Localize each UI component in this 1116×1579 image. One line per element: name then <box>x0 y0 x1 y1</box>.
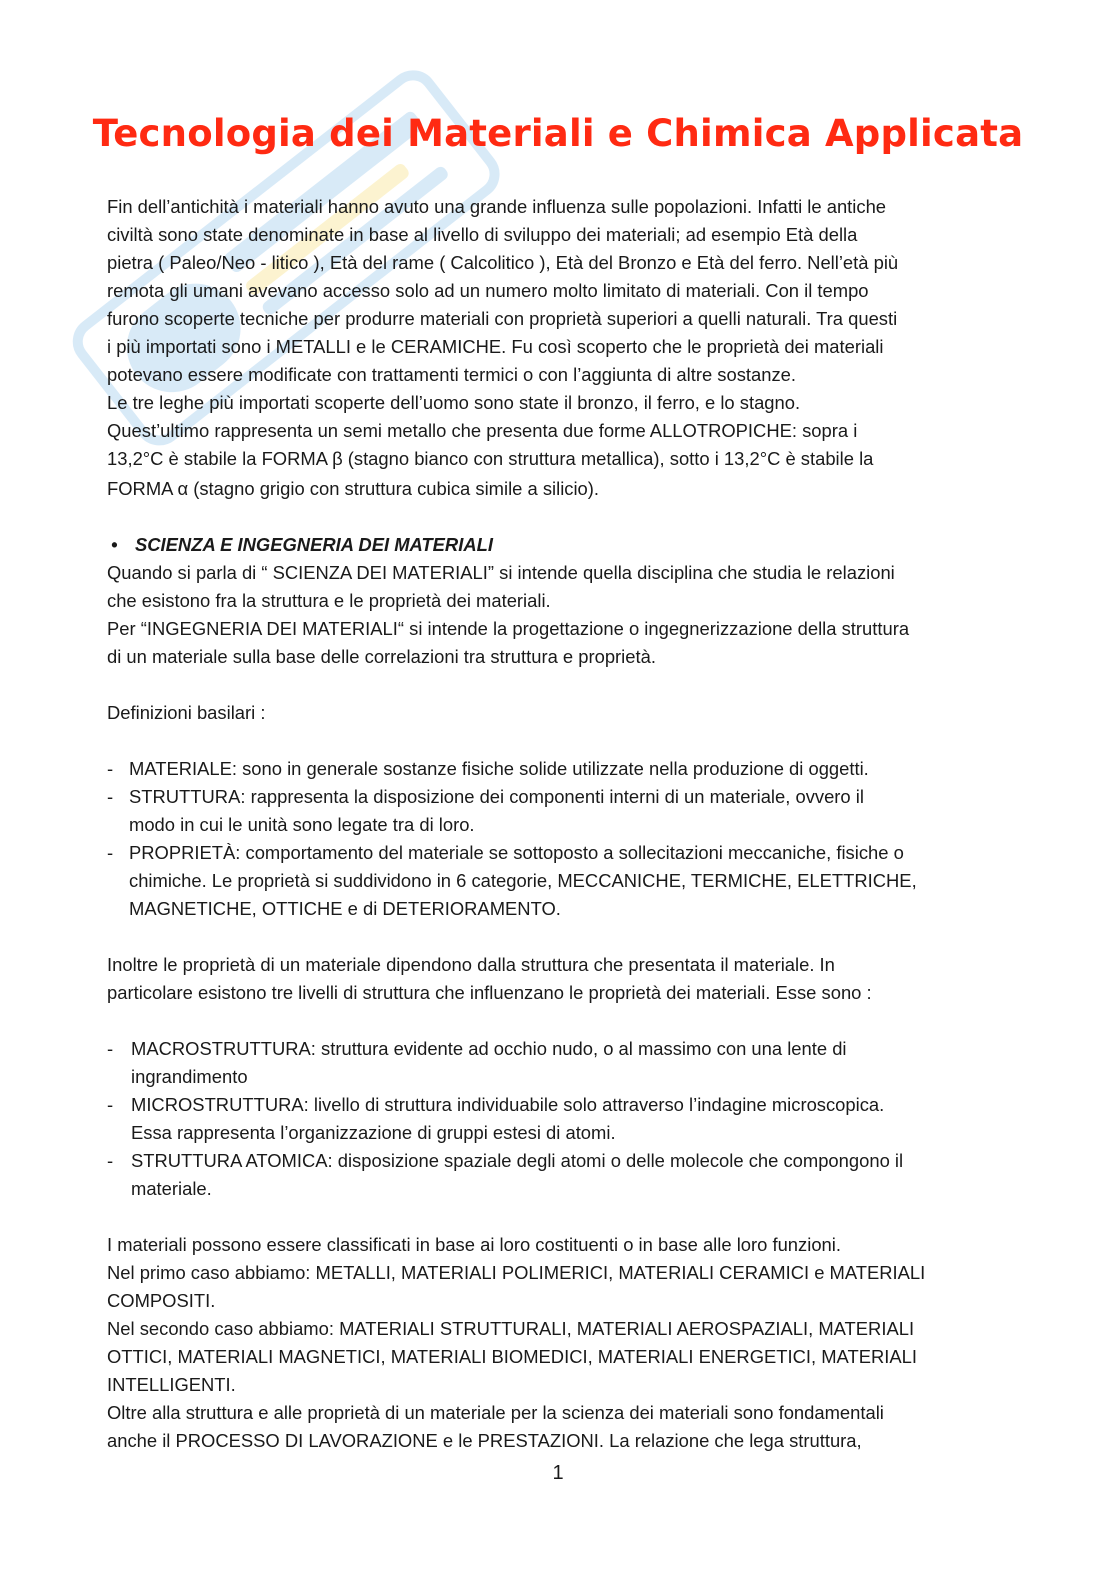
dash-icon: - <box>107 758 114 779</box>
section-heading <box>107 531 1017 559</box>
dash-icon: - <box>107 786 114 807</box>
text-line: Nel secondo caso abbiamo: MATERIALI STRUTTURALI, MATERIALI AEROSPAZIALI, MATERIALI <box>107 1318 915 1339</box>
list-item <box>107 1035 1017 1091</box>
dash-icon: - <box>107 842 114 863</box>
text-line: COMPOSITI. <box>107 1290 216 1311</box>
text-line: furono scoperte tecniche per produrre materiali con proprietà superiori a quelli naturali. Tra questi <box>107 308 898 329</box>
text-line: Oltre alla struttura e alle proprietà di un materiale per la scienza dei materiali sono fondamentali <box>107 1402 884 1423</box>
dash-icon: - <box>107 1150 114 1171</box>
text-line: Inoltre le proprietà di un materiale dipendono dalla struttura che presentata il materiale. In <box>107 954 835 975</box>
text-line: Quando si parla di “ SCIENZA DEI MATERIALI” si intende quella disciplina che studia le relazioni <box>107 562 895 583</box>
dash-icon: - <box>107 1094 114 1115</box>
classification-paragraph <box>107 1231 1017 1455</box>
text-line: di un materiale sulla base delle correlazioni tra struttura e proprietà. <box>107 646 656 667</box>
list-item <box>107 1091 1017 1147</box>
list-item-line: STRUTTURA ATOMICA: disposizione spaziale degli atomi o delle molecole che compongono il <box>131 1150 904 1171</box>
text-line: civiltà sono state denominate in base al livello di sviluppo dei materiali; ad esempio Età della <box>107 224 858 245</box>
list-item-line: MAGNETICHE, OTTICHE e di DETERIORAMENTO. <box>129 898 561 919</box>
intro-paragraph <box>107 193 1017 503</box>
list-item <box>107 1147 1017 1203</box>
list-item-line: materiale. <box>131 1178 212 1199</box>
definitions-list <box>107 755 1017 923</box>
text-line: che esistono fra la struttura e le proprietà dei materiali. <box>107 590 551 611</box>
list-item-line: modo in cui le unità sono legate tra di loro. <box>129 814 475 835</box>
text-line: INTELLIGENTI. <box>107 1374 236 1395</box>
text-line: Le tre leghe più importati scoperte dell’uomo sono state il bronzo, il ferro, e lo stagno. <box>107 392 801 413</box>
section-heading-text: SCIENZA E INGEGNERIA DEI MATERIALI <box>135 534 493 555</box>
structure-intro-paragraph <box>107 951 1017 1007</box>
page-number: 1 <box>552 1462 564 1484</box>
text-line: 13,2°C è stabile la FORMA β (stagno bianco con struttura metallica), sotto i 13,2°C è stabile la <box>107 448 874 469</box>
list-item-line: MICROSTRUTTURA: livello di struttura individuabile solo attraverso l’indagine microscopica. <box>131 1094 885 1115</box>
structure-levels-list <box>107 1035 1017 1203</box>
text-line: remota gli umani avevano accesso solo ad un numero molto limitato di materiali. Con il tempo <box>107 280 869 301</box>
text-line: pietra ( Paleo/Neo - litico ), Età del rame ( Calcolitico ), Età del Bronzo e Età del ferro. Nell’età più <box>107 252 899 273</box>
list-item-line: chimiche. Le proprietà si suddividono in 6 categorie, MECCANICHE, TERMICHE, ELETTRICHE, <box>129 870 917 891</box>
list-item-line: PROPRIETÀ: comportamento del materiale se sottoposto a sollecitazioni meccaniche, fisiche o <box>129 842 904 863</box>
document-title: Tecnologia dei Materiali e Chimica Applicata <box>92 112 1024 155</box>
document-body <box>107 193 1017 1455</box>
text-line: OTTICI, MATERIALI MAGNETICI, MATERIALI BIOMEDICI, MATERIALI ENERGETICI, MATERIALI <box>107 1346 917 1367</box>
text-line: potevano essere modificate con trattamenti termici o con l’aggiunta di altre sostanze. <box>107 364 796 385</box>
list-item-line: MACROSTRUTTURA: struttura evidente ad occhio nudo, o al massimo con una lente di <box>131 1038 847 1059</box>
list-item <box>107 839 1017 923</box>
text-line: particolare esistono tre livelli di struttura che influenzano le proprietà dei materiali. Esse sono : <box>107 982 872 1003</box>
text-line: Per “INGEGNERIA DEI MATERIALI“ si intende la progettazione o ingegnerizzazione della struttura <box>107 618 910 639</box>
text-line: anche il PROCESSO DI LAVORAZIONE e le PRESTAZIONI. La relazione che lega struttura, <box>107 1430 862 1451</box>
list-item-line: Essa rappresenta l’organizzazione di gruppi estesi di atomi. <box>131 1122 616 1143</box>
text-line: Fin dell’antichità i materiali hanno avuto una grande influenza sulle popolazioni. Infatti le antiche <box>107 196 887 217</box>
science-paragraph <box>107 559 1017 671</box>
list-item-line: STRUTTURA: rappresenta la disposizione dei componenti interni di un materiale, ovvero il <box>129 786 864 807</box>
list-item <box>107 783 1017 839</box>
list-item-line: ingrandimento <box>131 1066 248 1087</box>
text-line: Nel primo caso abbiamo: METALLI, MATERIALI POLIMERICI, MATERIALI CERAMICI e MATERIALI <box>107 1262 926 1283</box>
dash-icon: - <box>107 1038 114 1059</box>
text-line: I materiali possono essere classificati in base ai loro costituenti o in base alle loro funzioni. <box>107 1234 841 1255</box>
text-line: FORMA α (stagno grigio con struttura cubica simile a silicio). <box>107 478 600 499</box>
bullet-icon: • <box>111 534 118 555</box>
definitions-label: Definizioni basilari : <box>107 702 266 723</box>
list-item <box>107 755 1017 783</box>
text-line: i più importati sono i METALLI e le CERAMICHE. Fu così scoperto che le proprietà dei materiali <box>107 336 884 357</box>
list-item-line: MATERIALE: sono in generale sostanze fisiche solide utilizzate nella produzione di oggetti. <box>129 758 869 779</box>
text-line: Quest’ultimo rappresenta un semi metallo che presenta due forme ALLOTROPICHE: sopra i <box>107 420 858 441</box>
